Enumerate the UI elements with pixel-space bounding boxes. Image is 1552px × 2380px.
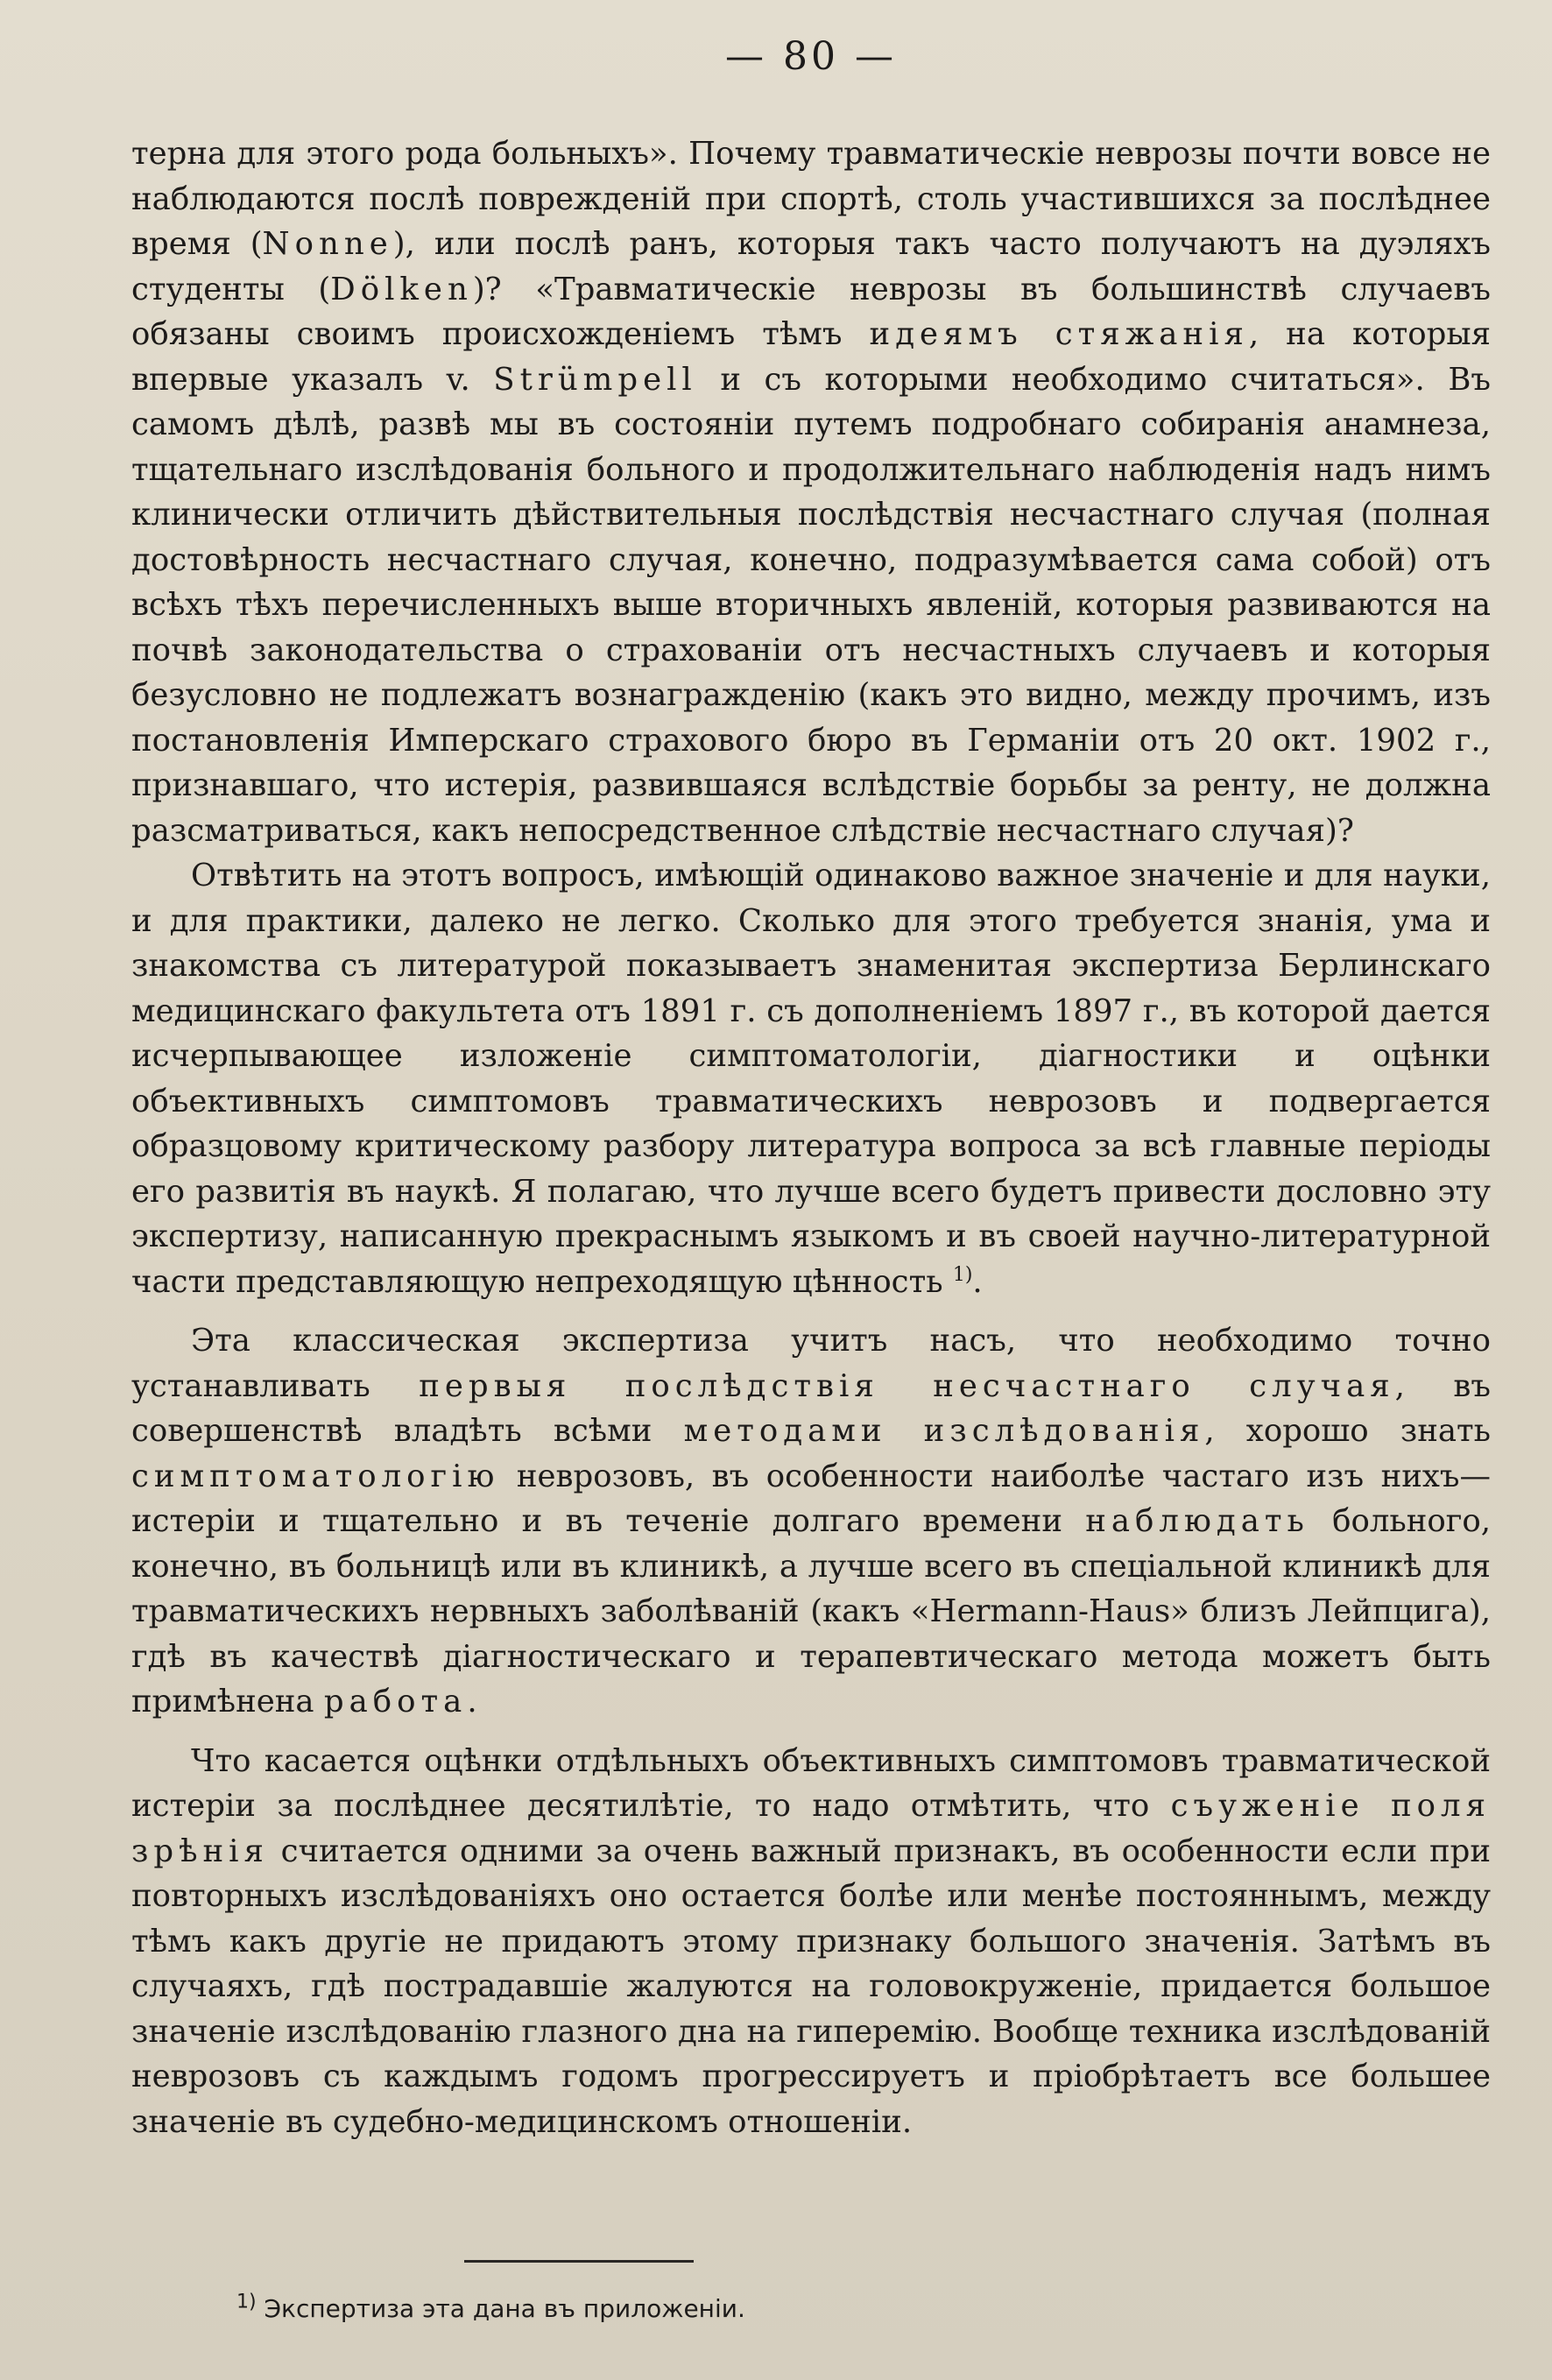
spaced-emphasis: работа	[323, 1684, 468, 1720]
text-run: ), или послѣ ранъ, которыя такъ часто получаютъ на дуэляхъ студенты (	[131, 226, 1491, 307]
spaced-emphasis: съуженіе поля зрѣнія	[131, 1788, 1491, 1869]
footnote-reference: 1)	[952, 1263, 973, 1286]
spaced-emphasis: Strümpell	[493, 361, 697, 398]
text-run: считается одними за очень важный признакъ, въ особенности если при повторныхъ изслѣдованіяхъ оно остается болѣе или менѣе постояннымъ, между тѣмъ какъ другіе не придаютъ этому признаку большого значенія. Затѣмъ въ случаяхъ, гдѣ пострадавшіе жалуются на головокруженіе, придается большое значеніе изслѣдованію глазного дна на гиперемію. Вообще техника изслѣдованій неврозовъ съ каждымъ годомъ прогрессируетъ и пріобрѣтаетъ все большее значеніе въ судебно-медицинскомъ отношеніи.	[131, 1833, 1491, 2140]
text-run: неврозовъ, въ особенности наиболѣе частаго изъ нихъ—истеріи и тщательно и въ теченіе долгаго времени	[131, 1458, 1491, 1539]
text-run: )? «Травматическіе неврозы въ большинствѣ случаевъ обязаны своимъ происхожденіемъ тѣмъ	[131, 271, 1492, 352]
text-run: Эта классическая экспертиза учитъ насъ, что необходимо точно устанавливать	[131, 1323, 1491, 1404]
paragraph-3	[131, 1318, 1491, 1725]
spaced-emphasis: Dölken	[330, 271, 473, 307]
footnote-text: Экспертиза эта дана въ приложеніи.	[256, 2294, 745, 2323]
spaced-emphasis: Nonne	[262, 226, 393, 262]
text-run: больного, конечно, въ больницѣ или въ клиникѣ, а лучше всего въ спеціальной клиникѣ для травматическихъ нервныхъ заболѣваній (какъ «Hermann-Haus» близъ Лейпцига), гдѣ въ качествѣ діагностическаго и терапевтическаго метода можетъ быть примѣнена	[131, 1503, 1491, 1720]
text-run: .	[972, 1263, 983, 1300]
footnote-divider	[464, 2260, 694, 2263]
text-run: терна для этого рода больныхъ». Почему травматическіе неврозы почти вовсе не наблюдаются послѣ поврежденій при спортѣ, столь участившихся за послѣднее время (	[131, 136, 1491, 262]
paragraph-1	[131, 131, 1491, 853]
text-run: Что касается оцѣнки отдѣльныхъ объективныхъ симптомовъ травматической истеріи за послѣднее десятилѣтіе, то надо отмѣтить, что	[131, 1742, 1491, 1824]
text-run: и съ которыми необходимо считаться». Въ самомъ дѣлѣ, развѣ мы въ состояніи путемъ подробнаго собиранія анамнеза, тщательнаго изслѣдованія больного и продолжительнаго наблюденія надъ нимъ клинически отличить дѣйствительныя послѣдствія несчастнаго случая (полная достовѣрность несчастнаго случая, конечно, подразумѣвается сама собой) отъ всѣхъ тѣхъ перечисленныхъ выше вторичныхъ явленій, которыя развиваются на почвѣ законодательства о страхованіи отъ несчастныхъ случаевъ и которыя безусловно не подлежатъ вознагражденію (какъ это видно, между прочимъ, изъ постановленія Имперскаго страхового бюро въ Германіи отъ 20 окт. 1902 г., признавшаго, что истерія, развившаяся вслѣдствіе борьбы за ренту, не должна разсматриваться, какъ непосредственное слѣдствіе несчастнаго случая)?	[131, 361, 1492, 849]
spaced-emphasis: симптоматологію	[131, 1458, 500, 1494]
text-run: , въ совершенствѣ владѣть всѣми	[131, 1367, 1492, 1449]
spaced-emphasis: первыя послѣдствія несчастнаго случая	[419, 1367, 1395, 1404]
footnote	[236, 2292, 745, 2327]
text-run: Отвѣтить на этотъ вопросъ, имѣющій одинаково важное значеніе и для науки, и для практики, далеко не легко. Сколько для этого требуется знанія, ума и знакомства съ литературой показываетъ знаменитая экспертиза Берлинскаго медицинскаго факультета отъ 1891 г. съ дополненіемъ 1897 г., въ которой дается исчерпывающее изложеніе симптоматологіи, діагностики и оцѣнки объективныхъ симптомовъ травматическихъ неврозовъ и подвергается образцовому критическому разбору литература вопроса за всѣ главные періоды его развитія въ наукѣ. Я полагаю, что лучше всего будетъ привести дословно эту экспертизу, написанную прекраснымъ языкомъ и въ своей научно-литературной части представляющую непреходящую цѣнность	[131, 858, 1491, 1300]
spaced-emphasis: наблюдать	[1085, 1503, 1309, 1539]
spaced-emphasis: идеямъ стяжанія	[869, 316, 1249, 352]
text-run: , хорошо знать	[1204, 1413, 1491, 1449]
spaced-emphasis: методами изслѣдованія	[683, 1413, 1205, 1449]
text-run: .	[467, 1684, 477, 1720]
footnote-marker: 1)	[236, 2291, 257, 2313]
paragraph-4	[131, 1739, 1491, 2145]
page-number: — 80 —	[725, 34, 897, 79]
text-run: , на которыя впервые указалъ v.	[131, 316, 1491, 398]
paragraph-2	[131, 853, 1491, 1304]
